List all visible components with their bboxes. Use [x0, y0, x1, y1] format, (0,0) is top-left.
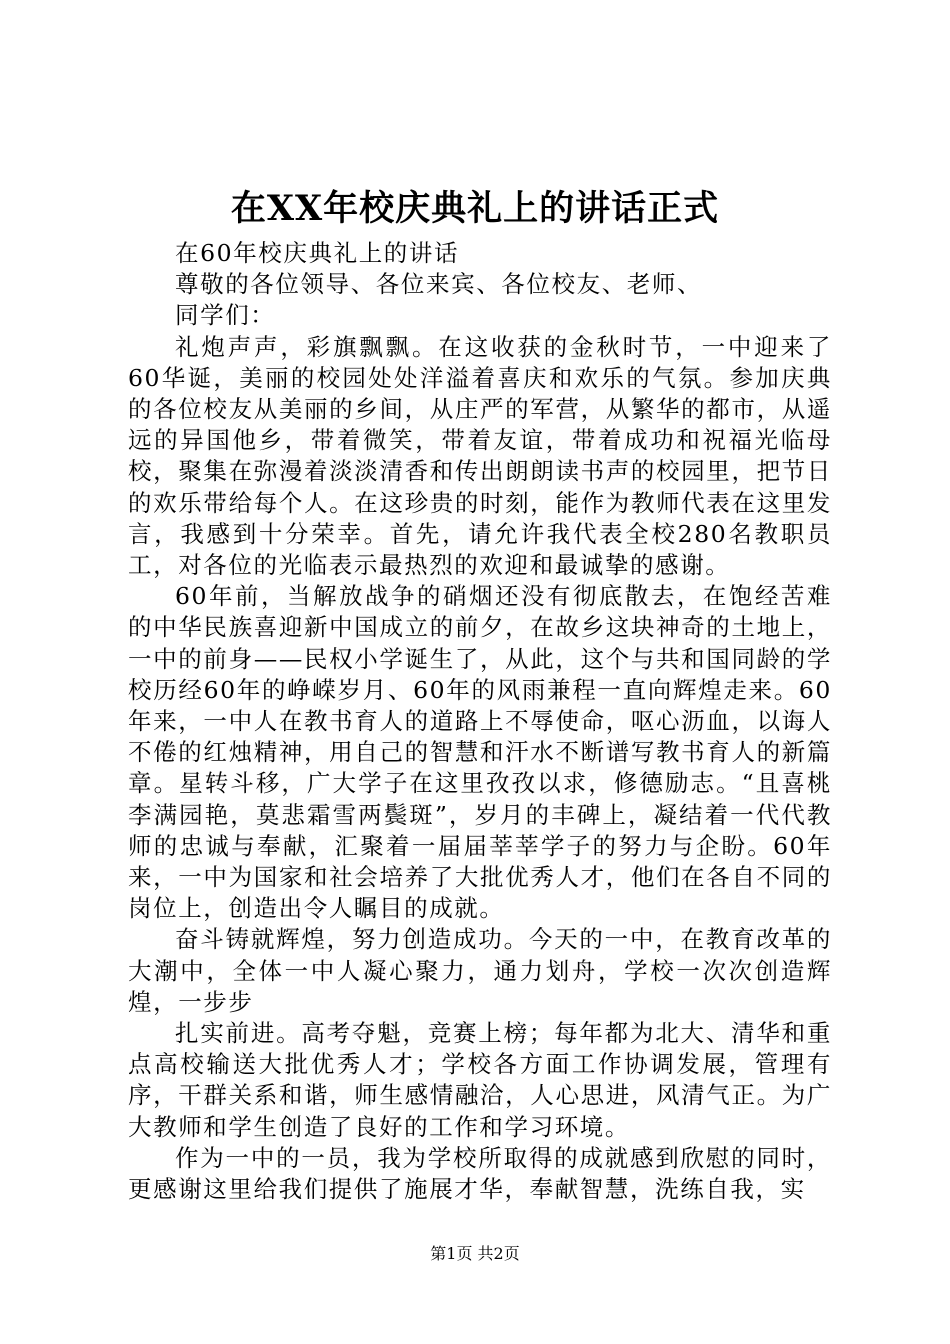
body-paragraph: 作为一中的一员，我为学校所取得的成就感到欣慰的同时，更感谢这里给我们提供了施展才华，奉献智慧，洗练自我，实	[128, 1143, 832, 1204]
salutation-line: 尊敬的各位领导、各位来宾、各位校友、老师、	[175, 270, 703, 299]
body-paragraph: 礼炮声声，彩旗飘飘。在这收获的金秋时节，一中迎来了60华诞，美丽的校园处处洋溢着喜庆和欢乐的气氛。参加庆典的各位校友从美丽的乡间，从庄严的军营，从繁华的都市，从遥远的异国他乡，带着微笑，带着友谊，带着成功和祝福光临母校，聚集在弥漫着淡淡清香和传出朗朗读书声的校园里，把节日的欢乐带给每个人。在这珍贵的时刻，能作为教师代表在这里发言，我感到十分荣幸。首先，请允许我代表全校280名教职员工，对各位的光临表示最热烈的欢迎和最诚挚的感谢。	[128, 332, 832, 580]
speech-heading: 在60年校庆典礼上的讲话	[175, 239, 460, 267]
document-title: 在XX年校庆典礼上的讲话正式	[230, 188, 720, 229]
body-paragraph: 扎实前进。高考夺魁，竞赛上榜；每年都为北大、清华和重点高校输送大批优秀人才；学校各方面工作协调发展，管理有序，干群关系和谐，师生感情融洽，人心思进，风清气正。为广大教师和学生创造了良好的工作和学习环境。	[128, 1019, 832, 1141]
document-body	[128, 238, 832, 1205]
salutation-continuation: 同学们：	[175, 301, 276, 330]
page-number-footer: 第1页 共2页	[430, 1244, 520, 1263]
body-paragraph: 60年前，当解放战争的硝烟还没有彻底散去，在饱经苦难的中华民族喜迎新中国成立的前夕，在故乡这块神奇的土地上，一中的前身——民权小学诞生了，从此，这个与共和国同龄的学校历经60年的峥嵘岁月、60年的风雨兼程一直向辉煌走来。60年来，一中人在教书育人的道路上不辱使命，呕心沥血，以诲人不倦的红烛精神，用自己的智慧和汗水不断谱写教书育人的新篇章。星转斗移，广大学子在这里孜孜以求，修德励志。“且喜桃李满园艳，莫悲霜雪两鬓斑”，岁月的丰碑上，凝结着一代代教师的忠诚与奉献，汇聚着一届届莘莘学子的努力与企盼。60年来，一中为国家和社会培养了大批优秀人才，他们在各自不同的岗位上，创造出令人瞩目的成就。	[128, 582, 832, 923]
body-paragraph: 奋斗铸就辉煌，努力创造成功。今天的一中，在教育改革的大潮中，全体一中人凝心聚力，通力划舟，学校一次次创造辉煌，一步步	[128, 925, 832, 1016]
